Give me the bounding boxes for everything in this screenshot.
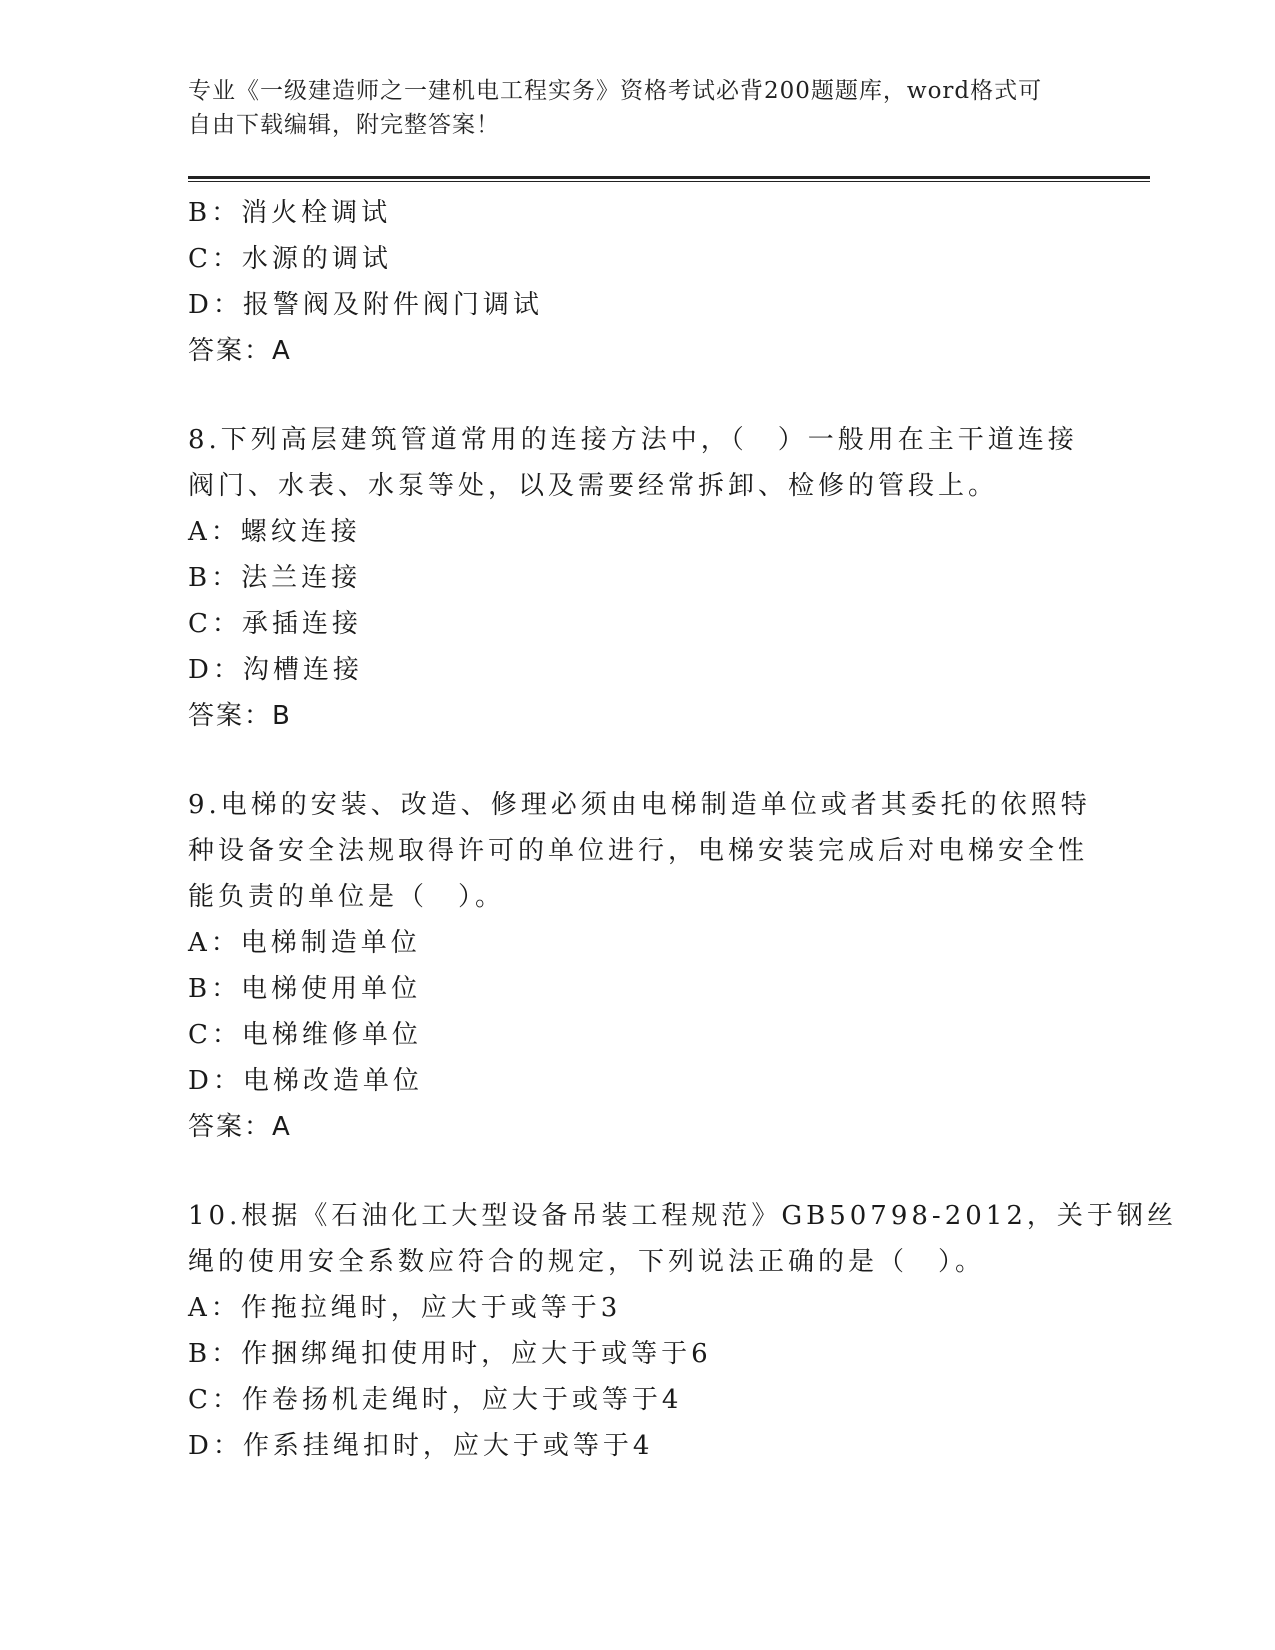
question-list: [188, 190, 1177, 1469]
question-stem-line: 9.电梯的安装、改造、修理必须由电梯制造单位或者其委托的依照特: [188, 790, 1091, 820]
question-stem-line: 种设备安全法规取得许可的单位进行，电梯安装完成后对电梯安全性: [188, 836, 1089, 866]
option-c: C：作卷扬机走绳时，应大于或等于4: [188, 1385, 683, 1415]
option-b: B：法兰连接: [188, 563, 362, 593]
header-line-2: 自由下载编辑，附完整答案！: [188, 112, 500, 138]
option-b: B：电梯使用单位: [188, 974, 422, 1004]
question-8: [188, 417, 1088, 739]
option-c: C：水源的调试: [188, 244, 392, 274]
option-b: B：消火栓调试: [188, 198, 392, 228]
option-d: D：电梯改造单位: [188, 1066, 423, 1096]
option-a: A：螺纹连接: [188, 517, 361, 547]
question-stem-line: 能负责的单位是（ ）。: [188, 882, 506, 912]
option-c: C：承插连接: [188, 609, 362, 639]
answer-line: 答案：A: [188, 1112, 292, 1142]
option-d: D：沟槽连接: [188, 655, 363, 685]
option-d: D：作系挂绳扣时，应大于或等于4: [188, 1431, 654, 1461]
header-divider-thin: [188, 181, 1150, 182]
question-stem-line: 8.下列高层建筑管道常用的连接方法中，（ ）一般用在主干道连接: [188, 425, 1078, 455]
question-7-tail: [188, 190, 1088, 374]
document-header: [188, 74, 1088, 142]
question-stem-line: 阀门、水表、水泵等处，以及需要经常拆卸、检修的管段上。: [188, 471, 999, 501]
option-a: A：作拖拉绳时，应大于或等于3: [188, 1293, 622, 1323]
option-d: D：报警阀及附件阀门调试: [188, 290, 543, 320]
option-b: B：作捆绑绳扣使用时，应大于或等于6: [188, 1339, 712, 1369]
question-9: [188, 782, 1091, 1150]
option-c: C：电梯维修单位: [188, 1020, 422, 1050]
header-divider-thick: [188, 176, 1150, 179]
answer-line: 答案：A: [188, 336, 292, 366]
question-stem-line: 10.根据《石油化工大型设备吊装工程规范》GB50798-2012，关于钢丝: [188, 1201, 1177, 1231]
header-line-1: 专业《一级建造师之一建机电工程实务》资格考试必背200题题库，word格式可: [188, 78, 1043, 104]
question-10: [188, 1193, 1177, 1469]
option-a: A：电梯制造单位: [188, 928, 421, 958]
question-stem-line: 绳的使用安全系数应符合的规定，下列说法正确的是（ ）。: [188, 1247, 986, 1277]
answer-line: 答案：B: [188, 701, 292, 731]
